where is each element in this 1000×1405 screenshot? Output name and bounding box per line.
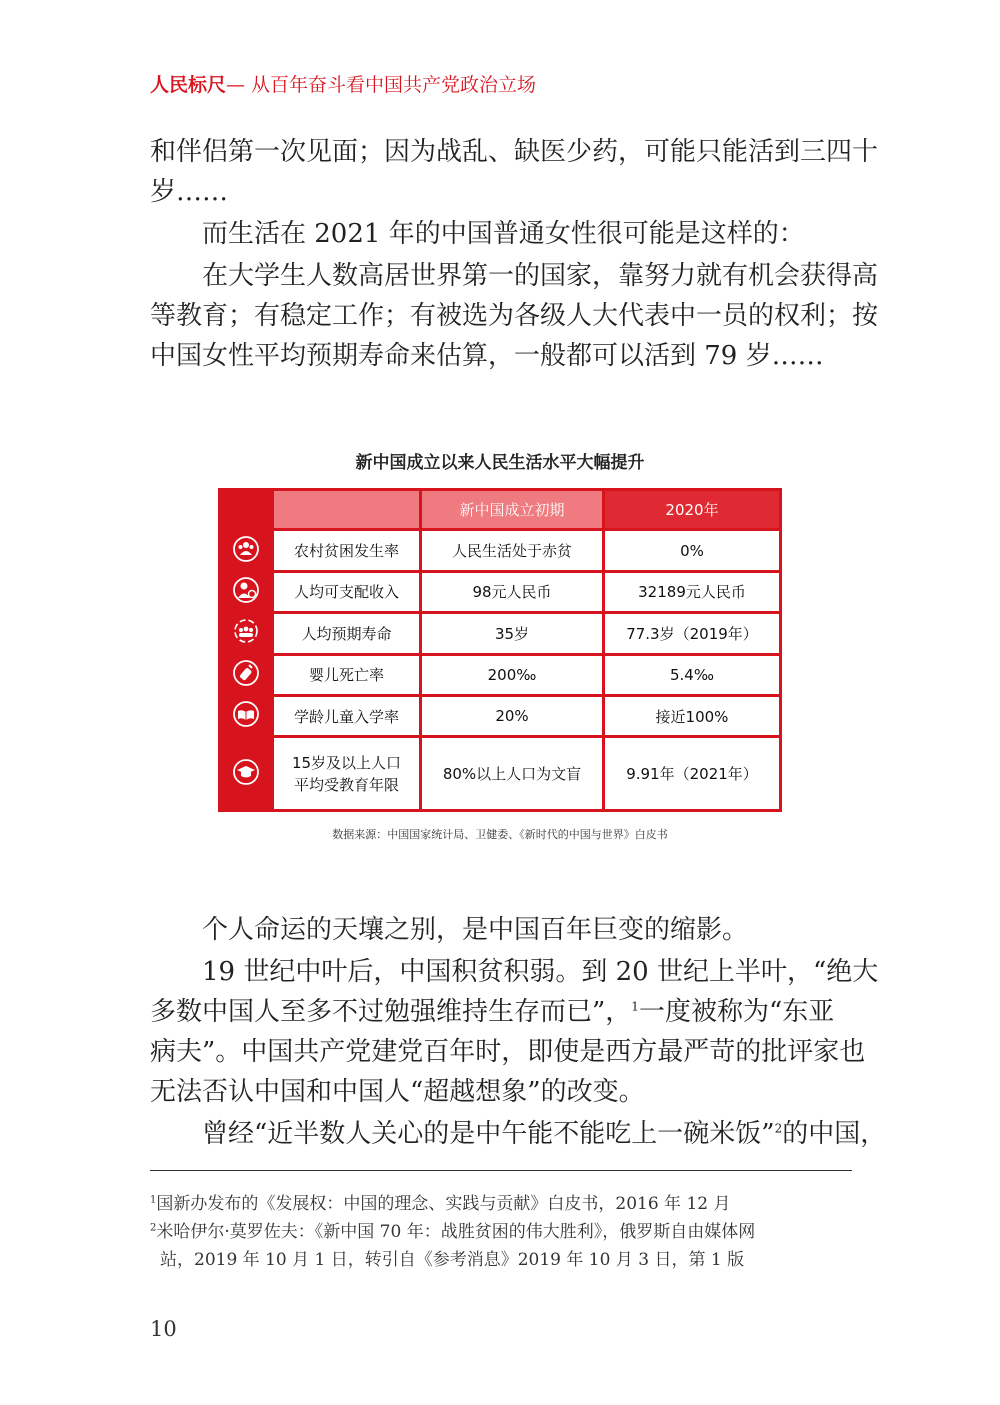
row-early-value: 200‰ (422, 656, 602, 694)
header-book-title: 人民标尺 (150, 74, 227, 96)
row-2020-value: 5.4‰ (605, 656, 779, 694)
table-row (221, 531, 779, 569)
paragraph-line: 等教育；有稳定工作；有被选为各级人大代表中一员的权利；按 (150, 301, 879, 331)
paragraph-line: 曾经“近半数人关心的是中午能不能吃上一碗米饭”$^2$的中国， (202, 1119, 887, 1149)
paragraph-line: 岁…… (150, 177, 229, 207)
paragraph-line: 中国女性平均预期寿命来估算，一般都可以活到 79 岁…… (150, 341, 824, 371)
table-row (221, 697, 779, 735)
row-early-value: 35岁 (422, 614, 602, 652)
row-label: 学龄儿童入学率 (274, 697, 419, 735)
paragraph-line: 和伴侣第一次见面；因为战乱、缺医少药，可能只能活到三四十 (150, 137, 879, 167)
table-title: 新中国成立以来人民生活水平大幅提升 (355, 453, 645, 473)
people-poverty-icon (232, 535, 260, 563)
row-label: 婴儿死亡率 (274, 656, 419, 694)
table-header-empty (274, 491, 419, 528)
row-label (274, 738, 419, 809)
row-label: 人均预期寿命 (274, 614, 419, 652)
paragraph-line: 19 世纪中叶后，中国积贫积弱。到 20 世纪上半叶，“绝大 (202, 957, 879, 987)
paragraph-line: 而生活在 2021 年的中国普通女性很可能是这样的： (202, 219, 805, 249)
row-2020-value: 9.91年（2021年） (605, 738, 779, 809)
living-standards-table (218, 488, 782, 812)
footnote-1: $^1$国新办发布的《发展权：中国的理念、实践与贡献》白皮书，2016 年 12 月 (150, 1194, 731, 1214)
header-subtitle: — 从百年奋斗看中国共产党政治立场 (226, 74, 537, 96)
row-early-value: 人民生活处于赤贫 (422, 531, 602, 569)
row-label-line: 平均受教育年限 (293, 775, 399, 794)
row-label: 人均可支配收入 (274, 573, 419, 611)
footnote-2-continued: 站，2019 年 10 月 1 日，转引自《参考消息》2019 年 10 月 3 日，第 1 版 (160, 1250, 745, 1270)
row-2020-value: 0% (605, 531, 779, 569)
footnote-divider (150, 1170, 852, 1171)
row-early-value: 98元人民币 (422, 573, 602, 611)
row-label: 农村贫困发生率 (274, 531, 419, 569)
table-row (221, 656, 779, 694)
table-header-early: 新中国成立初期 (422, 491, 602, 528)
lifecycle-people-icon (232, 617, 260, 645)
open-book-icon (232, 700, 260, 728)
table-row (221, 573, 779, 611)
graduation-cap-icon (232, 758, 260, 786)
running-header (150, 70, 536, 97)
paragraph-line: 无法否认中国和中国人“超越想象”的改变。 (150, 1077, 645, 1107)
row-2020-value: 77.3岁（2019年） (605, 614, 779, 652)
table-row (221, 614, 779, 652)
row-2020-value: 接近100% (605, 697, 779, 735)
income-person-icon (232, 576, 260, 604)
table-row (221, 738, 779, 809)
baby-bottle-icon (232, 659, 260, 687)
paragraph-line: 在大学生人数高居世界第一的国家，靠努力就有机会获得高 (202, 261, 879, 291)
table-source-note: 数据来源：中国国家统计局、卫健委、《新时代的中国与世界》白皮书 (332, 828, 668, 841)
table-corner-icon-column (221, 491, 271, 528)
paragraph-line: 多数中国人至多不过勉强维持生存而已”，$^1$一度被称为“东亚 (150, 997, 835, 1027)
footnote-2: $^2$米哈伊尔·莫罗佐夫：《新中国 70 年：战胜贫困的伟大胜利》，俄罗斯自由媒体网 (150, 1222, 756, 1242)
table-header-2020: 2020年 (605, 491, 779, 528)
footnote-ref: 2 (774, 1121, 783, 1136)
row-label-line: 15岁及以上人口 (291, 753, 402, 772)
paragraph-line: 病夫”。中国共产党建党百年时，即使是西方最严苛的批评家也 (150, 1037, 866, 1067)
row-2020-value: 32189元人民币 (605, 573, 779, 611)
page-number: 10 (150, 1317, 177, 1341)
row-early-value: 80%以上人口为文盲 (422, 738, 602, 809)
footnote-ref: 1 (631, 999, 639, 1014)
row-early-value: 20% (422, 697, 602, 735)
paragraph-line: 个人命运的天壤之别，是中国百年巨变的缩影。 (202, 915, 749, 945)
